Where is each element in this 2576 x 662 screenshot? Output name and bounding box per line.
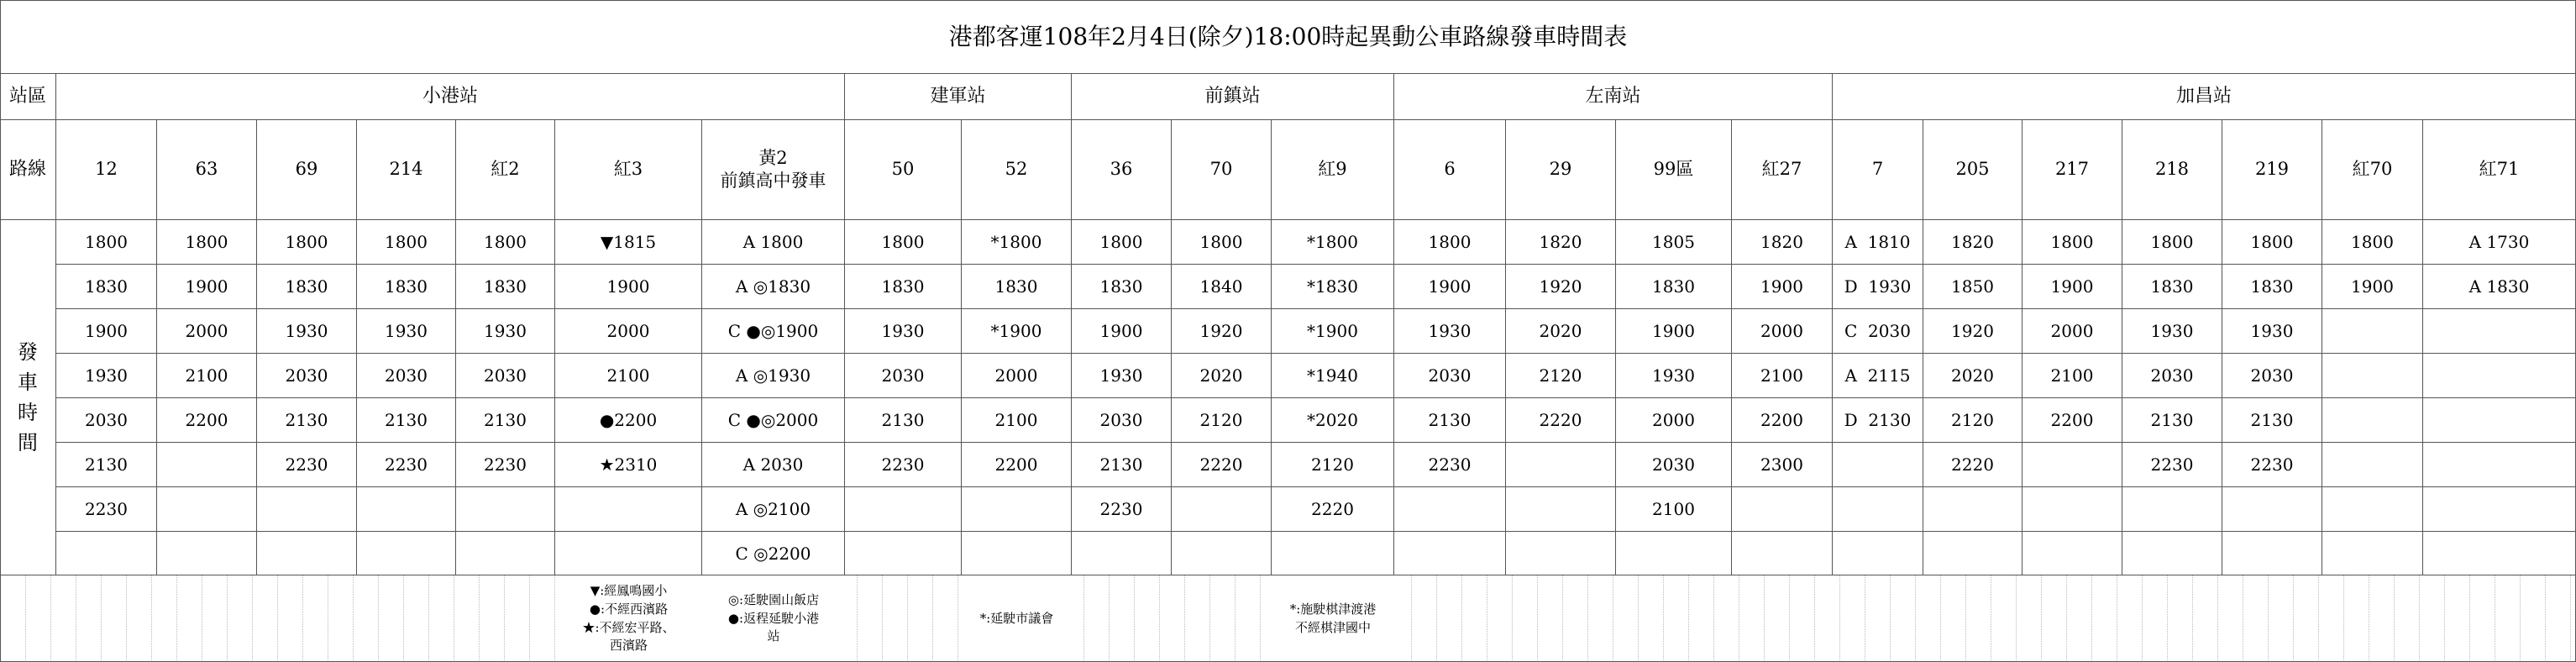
time-cell [2322,487,2423,532]
time-cell [2023,443,2122,487]
time-cell [2322,354,2423,398]
time-cell: ▼1815 [555,220,702,265]
gridline [101,575,102,662]
gridline [529,575,530,662]
gridline [1134,575,1135,662]
gridline [1915,575,1916,662]
time-cell: 2230 [257,443,357,487]
time-cell [157,487,257,532]
time-cell: 1900 [1072,309,1172,354]
time-cell: 2230 [1072,487,1172,532]
gridline [1461,575,1462,662]
time-cell [845,532,962,575]
time-cell: 2030 [1072,398,1172,443]
time-cell: 1830 [357,265,456,309]
gridline [504,575,505,662]
gridline [2091,575,2092,662]
time-cell [962,532,1072,575]
time-cell [2423,532,2576,575]
gridline [428,575,429,662]
time-cell: 2120 [1506,354,1616,398]
gridline [151,575,152,662]
time-cell: A 1730 [2423,220,2576,265]
time-cell [1172,487,1272,532]
gridline [2268,575,2269,662]
time-cell [1394,532,1506,575]
time-cell: ●2200 [555,398,702,443]
time-cell: 2130 [2122,398,2222,443]
time-cell: 1820 [1732,220,1833,265]
time-cell: 2000 [555,309,702,354]
time-cell: 2230 [2222,443,2322,487]
time-cell: 2220 [1172,443,1272,487]
time-cell: 2130 [1394,398,1506,443]
gridline [2570,575,2571,662]
time-cell: 2220 [1923,443,2023,487]
route-header: 69 [257,120,357,220]
time-cell [56,532,157,575]
time-cell: 1930 [1616,354,1732,398]
gridline [932,575,933,662]
time-cell: A ◎1830 [702,265,845,309]
time-cell: *1830 [1272,265,1394,309]
gridline [1411,575,1412,662]
route-header: 219 [2222,120,2322,220]
time-cell: 1820 [1923,220,2023,265]
gridline [1209,575,1210,662]
gridline [2520,575,2521,662]
gridline [2469,575,2470,662]
gridline [2545,575,2546,662]
time-cell [1172,532,1272,575]
time-cell: 2020 [1172,354,1272,398]
gridline [252,575,253,662]
time-cell: 1830 [1616,265,1732,309]
time-cell: 1830 [2122,265,2222,309]
time-cell: 1830 [56,265,157,309]
time-cell: 1830 [456,265,555,309]
time-cell: 1900 [2023,265,2122,309]
time-cell: 2030 [357,354,456,398]
time-cell: 2100 [1616,487,1732,532]
time-cell: 1900 [2322,265,2423,309]
time-cell [1732,487,1833,532]
time-cell: 1800 [2023,220,2122,265]
time-cell: 2130 [456,398,555,443]
time-cell: 2230 [2122,443,2222,487]
gridline [1260,575,1261,662]
time-cell: 1840 [1172,265,1272,309]
time-cell: 1800 [2122,220,2222,265]
time-cell: A ◎1930 [702,354,845,398]
time-cell [1506,487,1616,532]
time-cell: D 2130 [1833,398,1923,443]
time-cell: 1800 [357,220,456,265]
time-cell [1272,532,1394,575]
time-cell: 2030 [845,354,962,398]
gridline [479,575,480,662]
time-cell: 1930 [456,309,555,354]
gridline [2192,575,2193,662]
time-cell: 1800 [456,220,555,265]
time-cell: 2100 [157,354,257,398]
time-cell: 2030 [1616,443,1732,487]
time-cell: 1820 [1506,220,1616,265]
time-cell [2322,398,2423,443]
time-cell: 1920 [1923,309,2023,354]
time-cell: *1800 [962,220,1072,265]
time-cell: 2300 [1732,443,1833,487]
station-header: 小港站 [56,74,845,120]
time-cell: 1800 [56,220,157,265]
route-header: 63 [157,120,257,220]
gridline [126,575,127,662]
time-cell: 1900 [1732,265,1833,309]
time-cell: 2000 [1732,309,1833,354]
time-cell: *2020 [1272,398,1394,443]
time-cell: 1805 [1616,220,1732,265]
time-cell: 2120 [1272,443,1394,487]
time-cell: 2220 [1506,398,1616,443]
gridline [176,575,177,662]
gridline [1940,575,1941,662]
station-header: 左南站 [1394,74,1833,120]
gridline [378,575,379,662]
route-header: 紅70 [2322,120,2423,220]
gridline [1587,575,1588,662]
time-cell [2122,487,2222,532]
route-header: 217 [2023,120,2122,220]
route-header: 205 [1923,120,2023,220]
time-cell: 1800 [1394,220,1506,265]
time-cell: 2030 [1394,354,1506,398]
time-cell: 1930 [2222,309,2322,354]
time-cell [157,532,257,575]
time-cell: 1830 [2222,265,2322,309]
gridline [1235,575,1236,662]
time-cell: 2020 [1923,354,2023,398]
time-cell: 2230 [1394,443,1506,487]
gridline [2167,575,2168,662]
time-cell [2322,532,2423,575]
gridline [2343,575,2344,662]
route-header: 紅27 [1732,120,1833,220]
time-cell: 2100 [2023,354,2122,398]
time-cell: 2030 [257,354,357,398]
time-cell: 2130 [257,398,357,443]
time-cell: 1900 [56,309,157,354]
time-cell: 1830 [257,265,357,309]
time-cell: 2030 [2122,354,2222,398]
page-title: 港都客運108年2月4日(除夕)18:00時起異動公車路線發車時間表 [0,0,2576,74]
route-header: 99區 [1616,120,1732,220]
time-cell: 1930 [2122,309,2222,354]
gridline [1764,575,1765,662]
time-cell [962,487,1072,532]
time-cell [555,487,702,532]
time-cell: 2230 [56,487,157,532]
route-header: 218 [2122,120,2222,220]
time-cell [357,532,456,575]
route-header: 紅3 [555,120,702,220]
time-cell: *1800 [1272,220,1394,265]
note-red3: ▼:經鳳鳴國小 ●:不經西濱路 ★:不經宏平路、 西濱路 [555,575,702,662]
time-cell [555,532,702,575]
time-cell [2423,487,2576,532]
note-red9: *:施駛棋津渡港 不經棋津國中 [1272,575,1394,662]
gridline [353,575,354,662]
gridline [857,575,858,662]
time-cell: 2120 [1923,398,2023,443]
time-cell: 2130 [845,398,962,443]
route-header: 紅9 [1272,120,1394,220]
time-cell: 2200 [2023,398,2122,443]
time-cell: 2100 [1732,354,1833,398]
time-cell: C ●◎2000 [702,398,845,443]
gridline [2217,575,2218,662]
route-header: 36 [1072,120,1172,220]
time-cell: 2100 [962,398,1072,443]
time-cell: 1930 [357,309,456,354]
gridline [1109,575,1110,662]
time-cell [1923,532,2023,575]
time-cell [456,487,555,532]
time-cell: 1900 [555,265,702,309]
time-cell [2423,443,2576,487]
time-cell: *1900 [962,309,1072,354]
time-cell [1833,443,1923,487]
note-yellow2: ◎:延駛園山飯店 ●:返程延駛小港 站 [702,575,845,662]
gridline [957,575,958,662]
time-cell: 2100 [555,354,702,398]
gridline [1512,575,1513,662]
time-cell: 2000 [157,309,257,354]
gridline [2293,575,2294,662]
time-cell: *1900 [1272,309,1394,354]
time-cell: C ◎2200 [702,532,845,575]
time-cell: 1800 [1172,220,1272,265]
time-cell: 1930 [1072,354,1172,398]
time-cell: A 2115 [1833,354,1923,398]
time-cell [2023,532,2122,575]
time-cell: 2130 [357,398,456,443]
time-cell: 2230 [456,443,555,487]
route-header: 12 [56,120,157,220]
time-cell [257,487,357,532]
station-header: 建軍站 [845,74,1072,120]
time-cell: *1940 [1272,354,1394,398]
time-cell: 1800 [845,220,962,265]
gridline [1839,575,1840,662]
gridline [1537,575,1538,662]
gridline [2318,575,2319,662]
gridline [1814,575,1815,662]
time-cell [2023,487,2122,532]
time-cell: 2130 [56,443,157,487]
time-cell: C 2030 [1833,309,1923,354]
time-cell [2222,487,2322,532]
gridline [2016,575,2017,662]
time-cell: 2200 [962,443,1072,487]
time-cell: 1850 [1923,265,2023,309]
gridline [2444,575,2445,662]
time-cell [2423,354,2576,398]
time-cell: 1800 [2322,220,2423,265]
gridline [1562,575,1563,662]
gridline [403,575,404,662]
time-cell: 1930 [1394,309,1506,354]
gridline [50,575,51,662]
time-cell: 1930 [845,309,962,354]
route-header: 50 [845,120,962,220]
gridline [25,575,26,662]
time-cell: 2130 [1072,443,1172,487]
time-cell: 2220 [1272,487,1394,532]
gridline [2394,575,2395,662]
time-cell: 1920 [1506,265,1616,309]
time-cell [456,532,555,575]
time-cell: A 1800 [702,220,845,265]
time-cell: 1800 [2222,220,2322,265]
route-header: 214 [357,120,456,220]
time-cell: 1920 [1172,309,1272,354]
route-header: 52 [962,120,1072,220]
time-cell: 2130 [2222,398,2322,443]
gridline [2041,575,2042,662]
time-cell: 1900 [157,265,257,309]
route-header: 紅71 [2423,120,2576,220]
gridline [1184,575,1185,662]
gridline [1965,575,1966,662]
time-cell [257,532,357,575]
route-label: 路線 [0,120,56,220]
time-cell: A 1830 [2423,265,2576,309]
time-cell [2122,532,2222,575]
route-header: 紅2 [456,120,555,220]
time-cell: 2120 [1172,398,1272,443]
time-cell: 2200 [157,398,257,443]
time-cell [1506,443,1616,487]
station-header: 前鎮站 [1072,74,1394,120]
time-cell [157,443,257,487]
time-cell [1833,487,1923,532]
gridline [302,575,303,662]
gridline [1688,575,1689,662]
time-cell: 1800 [1072,220,1172,265]
station-header: 加昌站 [1833,74,2576,120]
gridline [2066,575,2067,662]
gridline [907,575,908,662]
time-cell: A 1810 [1833,220,1923,265]
time-cell [1506,532,1616,575]
time-cell: 2200 [1732,398,1833,443]
time-cell: ★2310 [555,443,702,487]
time-cell: D 1930 [1833,265,1923,309]
time-cell [1732,532,1833,575]
time-cell: 1900 [1616,309,1732,354]
route-header: 29 [1506,120,1616,220]
time-cell [1833,532,1923,575]
time-cell: A 2030 [702,443,845,487]
route-header: 黃2 前鎮高中發車 [702,120,845,220]
gridline [277,575,278,662]
time-cell [2423,398,2576,443]
gridline [1083,575,1084,662]
time-cell: 1930 [257,309,357,354]
time-cell: 2230 [357,443,456,487]
time-cell [2423,309,2576,354]
time-cell: 2030 [2222,354,2322,398]
time-cell: C ●◎1900 [702,309,845,354]
time-cell: 2030 [56,398,157,443]
time-cell [1923,487,2023,532]
gridline [1890,575,1891,662]
departure-time-label: 發 車 時 間 [0,220,56,575]
time-cell: 2000 [962,354,1072,398]
time-cell: 2030 [456,354,555,398]
time-cell: A ◎2100 [702,487,845,532]
time-cell: 1800 [257,220,357,265]
time-cell [1616,532,1732,575]
gridline [2419,575,2420,662]
gridline [1663,575,1664,662]
time-cell: 2230 [845,443,962,487]
time-cell: 2000 [2023,309,2122,354]
time-cell: 1830 [1072,265,1172,309]
time-cell [2322,309,2423,354]
time-cell [1072,532,1172,575]
time-cell: 2000 [1616,398,1732,443]
gridline [2142,575,2143,662]
station-area-label: 站區 [0,74,56,120]
gridline [1436,575,1437,662]
route-header: 6 [1394,120,1506,220]
time-cell [2222,532,2322,575]
time-cell [357,487,456,532]
gridline [1713,575,1714,662]
note-52: *:延駛市議會 [962,575,1072,662]
time-cell: 1830 [962,265,1072,309]
route-header: 70 [1172,120,1272,220]
time-cell: 1930 [56,354,157,398]
time-cell [845,487,962,532]
time-cell: 1900 [1394,265,1506,309]
time-cell [1394,487,1506,532]
gridline [1638,575,1639,662]
gridline [882,575,883,662]
time-cell [2322,443,2423,487]
time-cell: 2020 [1506,309,1616,354]
gridline [1159,575,1160,662]
gridline [1789,575,1790,662]
route-header: 7 [1833,120,1923,220]
time-cell: 1830 [845,265,962,309]
gridline [227,575,228,662]
time-cell: 1800 [157,220,257,265]
